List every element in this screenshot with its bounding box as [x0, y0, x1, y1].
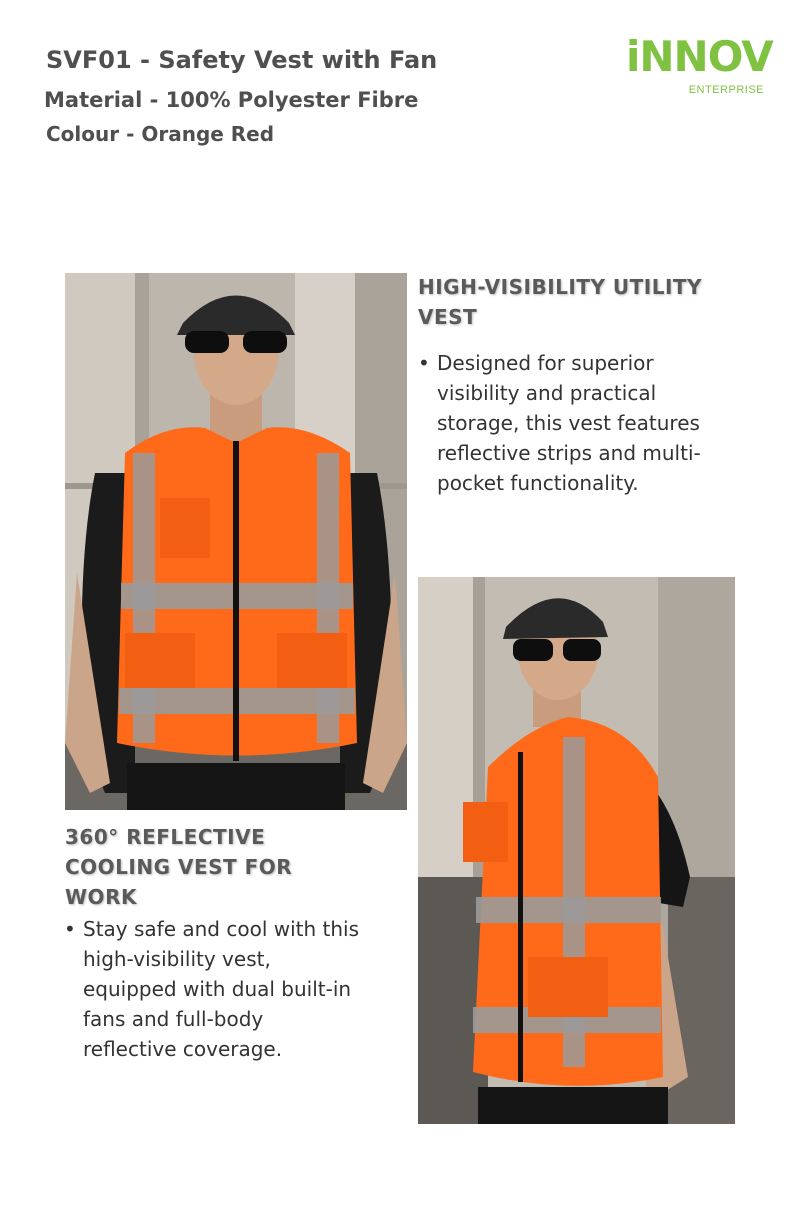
section-one-bullet: [418, 348, 718, 528]
section-two-heading: 360° REFLECTIVE COOLING VEST FOR WORK: [65, 825, 293, 909]
bullet-dot-icon: •: [64, 917, 76, 941]
section-one-bullet-text: Designed for superior visibility and practical storage, this vest features reflective strips and multi-pocket functionality.: [437, 351, 701, 495]
logo-wordmark: iNNOV: [626, 32, 773, 81]
product-title: SVF01 - Safety Vest with Fan: [46, 46, 438, 74]
bullet-dot-icon: •: [418, 351, 430, 375]
section-two-bullet-text: Stay safe and cool with this high-visibility vest, equipped with dual built-in fans and full-body reflective coverage.: [83, 917, 360, 1061]
vest-side-photo: [418, 577, 735, 1124]
material-line: Material - 100% Polyester Fibre: [44, 88, 419, 112]
colour-line: Colour - Orange Red: [46, 122, 275, 146]
vest-front-photo: [65, 273, 407, 810]
logo-subtitle: ENTERPRISE: [688, 84, 764, 96]
innov-logo: [626, 34, 772, 100]
section-two-bullet: [64, 914, 374, 1064]
section-one-heading: HIGH-VISIBILITY UTILITY VEST: [418, 275, 703, 329]
